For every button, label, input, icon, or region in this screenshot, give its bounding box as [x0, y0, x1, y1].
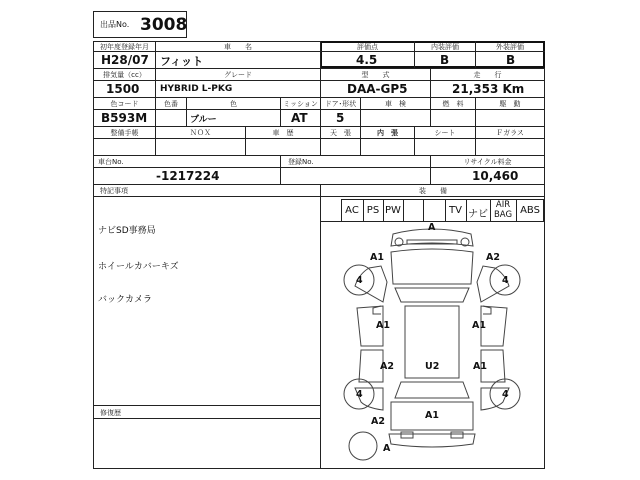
row-line — [93, 126, 545, 127]
door-value: 5 — [336, 111, 345, 125]
row-line — [93, 138, 545, 139]
row-line — [93, 155, 545, 156]
color-code-value: B593M — [101, 111, 148, 125]
row-line — [93, 184, 545, 185]
note-line: バックカメラ — [98, 295, 153, 305]
equipment-ps: PS — [366, 205, 380, 216]
damage-mark-front-right: A2 — [486, 252, 500, 263]
row-line — [93, 418, 320, 419]
car-name-value: フィット — [160, 55, 204, 68]
header-notes: 特記事項 — [100, 187, 128, 195]
damage-mark-rear: A1 — [425, 410, 439, 421]
col-line — [423, 199, 424, 221]
header-equipment: 整備手帳 — [110, 129, 139, 137]
header-mileage: 走 行 — [473, 71, 502, 79]
row-line — [93, 167, 545, 168]
header-first-reg: 初年度登録年月 — [100, 43, 149, 51]
recycle-value: 10,460 — [472, 169, 519, 183]
damage-mark-front-left: A1 — [370, 252, 384, 263]
damage-mark-roof: U2 — [425, 361, 440, 372]
header-displacement: 排気量（cc） — [103, 71, 146, 79]
header-interior: 内装評価 — [431, 43, 459, 51]
note-line: ホイールカバーキズ — [98, 262, 179, 272]
header-options: 装 備 — [419, 187, 447, 195]
header-chassis-no: 車台No. — [98, 158, 124, 166]
header-drive: 駆 動 — [499, 100, 521, 108]
lot-number: 3008 — [140, 15, 188, 35]
header-transmission: ミッション — [283, 100, 318, 108]
damage-mark-tire-fl: 4 — [356, 275, 363, 286]
header-repair: 修復歴 — [100, 409, 121, 417]
header-recycle: リサイクル料金 — [463, 158, 512, 166]
equipment-abs: ABS — [520, 205, 540, 216]
header-color: 色 — [230, 100, 237, 108]
damage-mark-spare: A — [383, 443, 391, 454]
header-score: 評価点 — [357, 43, 378, 51]
equipment-tv: TV — [449, 205, 462, 216]
damage-mark-tire-rl: 4 — [356, 389, 363, 400]
header-fuel: 燃 料 — [442, 100, 464, 108]
lot-number-box — [93, 11, 187, 38]
row-line — [93, 196, 545, 197]
damage-mark-tire-rr: 4 — [502, 389, 509, 400]
col-line — [403, 199, 404, 221]
header-door: ドア･形状 — [324, 100, 357, 108]
first-reg-value: H28/07 — [101, 53, 149, 67]
header-car-name: 車 名 — [224, 43, 252, 51]
damage-mark-door-rr: A1 — [473, 361, 487, 372]
damage-mark-tire-fr: 4 — [502, 275, 509, 286]
damage-mark-door-rl: A2 — [380, 361, 394, 372]
row-line — [93, 80, 545, 81]
color-value: ブルー — [190, 115, 217, 125]
header-sunroof: 天 張 — [330, 129, 351, 137]
displacement-value: 1500 — [106, 82, 140, 96]
damage-mark-rear-left: A2 — [371, 416, 385, 427]
exterior-value: B — [506, 53, 516, 67]
interior-value: B — [440, 53, 450, 67]
damage-mark-top: A — [428, 222, 436, 233]
header-reg-no: 登録No. — [288, 158, 314, 166]
header-inner: 内 張 — [377, 129, 398, 137]
equipment-ac: AC — [345, 205, 359, 216]
header-nox: ＮＯＸ — [190, 129, 211, 137]
transmission-value: AT — [291, 111, 308, 125]
header-model: 型 式 — [361, 71, 390, 79]
equipment-airbag: AIR BAG — [493, 200, 513, 220]
header-fglass: Ｆガラス — [496, 129, 524, 137]
col-line — [280, 155, 281, 184]
header-seat: シート — [434, 129, 456, 137]
damage-mark-door-fl: A1 — [376, 320, 390, 331]
row-line — [93, 109, 545, 110]
mileage-value: 21,353 Km — [452, 82, 525, 96]
row-line — [93, 97, 545, 98]
note-line: ナビSD事務局 — [98, 226, 156, 236]
header-history: 車 歴 — [272, 129, 294, 137]
chassis-no-value: -1217224 — [156, 169, 220, 183]
model-value: DAA-GP5 — [347, 82, 408, 96]
row-line — [93, 405, 320, 406]
equipment-navi: ナビ — [468, 209, 488, 220]
header-color-code: 色コード — [110, 100, 139, 108]
header-color-no: 色番 — [164, 100, 178, 108]
equipment-pw: PW — [385, 205, 401, 216]
car-damage-diagram — [321, 222, 544, 468]
lot-number-label: 出品No. — [100, 20, 130, 29]
header-grade: グレード — [224, 71, 252, 79]
grade-value: HYBRID L-PKG — [160, 84, 233, 94]
damage-mark-door-fr: A1 — [472, 320, 486, 331]
header-exterior: 外装評価 — [496, 43, 524, 51]
header-capacity: 車 検 — [385, 100, 406, 108]
score-value: 4.5 — [356, 53, 378, 67]
